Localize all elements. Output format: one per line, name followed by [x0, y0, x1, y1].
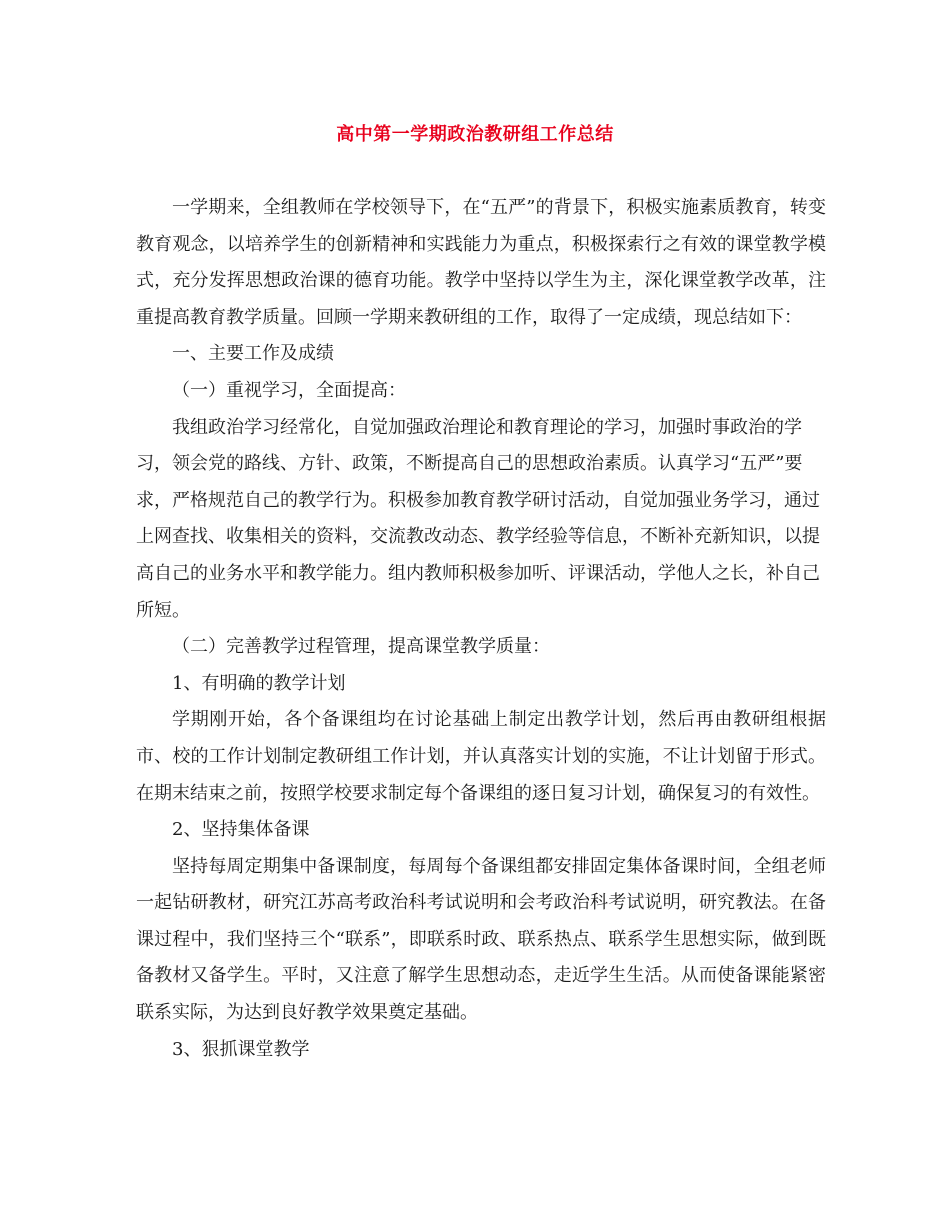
subsection-heading-teaching-management: （二）完善教学过程管理，提高课堂教学质量：	[172, 636, 550, 658]
item-heading-classroom-teaching: 3、狠抓课堂教学	[172, 1038, 310, 1060]
document-title: 高中第一学期政治教研组工作总结	[336, 124, 614, 145]
item-heading-collective-lesson-prep: 2、坚持集体备课	[172, 819, 310, 841]
collective-lesson-prep-paragraph: 坚持每周定期集中备课制度，每周每个备课组都安排固定集体备课时间，全组老师一起钻研教材，研究江苏高考政治科考试说明和会考政治科考试说明，研究教法。在备课过程中，我们坚持三个“联系”，即联系时政、联系热点、联系学生思想实际，做到既备教材又备学生。平时，又注意了解学生思想动态，走近学生生活。从而使备课能紧密联系实际，为达到良好教学效果奠定基础。	[136, 855, 826, 1024]
teaching-plan-paragraph: 学期刚开始，各个备课组均在讨论基础上制定出教学计划，然后再由教研组根据市、校的工作计划制定教研组工作计划，并认真落实计划的实施，不让计划留于形式。在期末结束之前，按照学校要求制定每个备课组的逐日复习计划，确保复习的有效性。	[136, 709, 826, 804]
study-paragraph: 我组政治学习经常化，自觉加强政治理论和教育理论的学习，加强时事政治的学习，领会党的路线、方针、政策，不断提高自己的思想政治素质。认真学习“五严”要求，严格规范自己的教学行为。积极参加教育教学研讨活动，自觉加强业务学习，通过上网查找、收集相关的资料，交流教改动态、教学经验等信息，不断补充新知识，以提高自己的业务水平和教学能力。组内教师积极参加听、评课活动，学他人之长，补自己所短。	[136, 416, 820, 621]
subsection-heading-study: （一）重视学习，全面提高：	[172, 379, 406, 401]
section-heading-main-work: 一、主要工作及成绩	[172, 343, 334, 365]
item-heading-teaching-plan: 1、有明确的教学计划	[172, 672, 346, 694]
document-body	[136, 190, 826, 1068]
intro-paragraph: 一学期来，全组教师在学校领导下，在“五严”的背景下，积极实施素质教育，转变教育观念，以培养学生的创新精神和实践能力为重点，积极探索行之有效的课堂教学模式，充分发挥思想政治课的德育功能。教学中坚持以学生为主，深化课堂教学改革，注重提高教育教学质量。回顾一学期来教研组的工作，取得了一定成绩，现总结如下：	[136, 197, 826, 328]
